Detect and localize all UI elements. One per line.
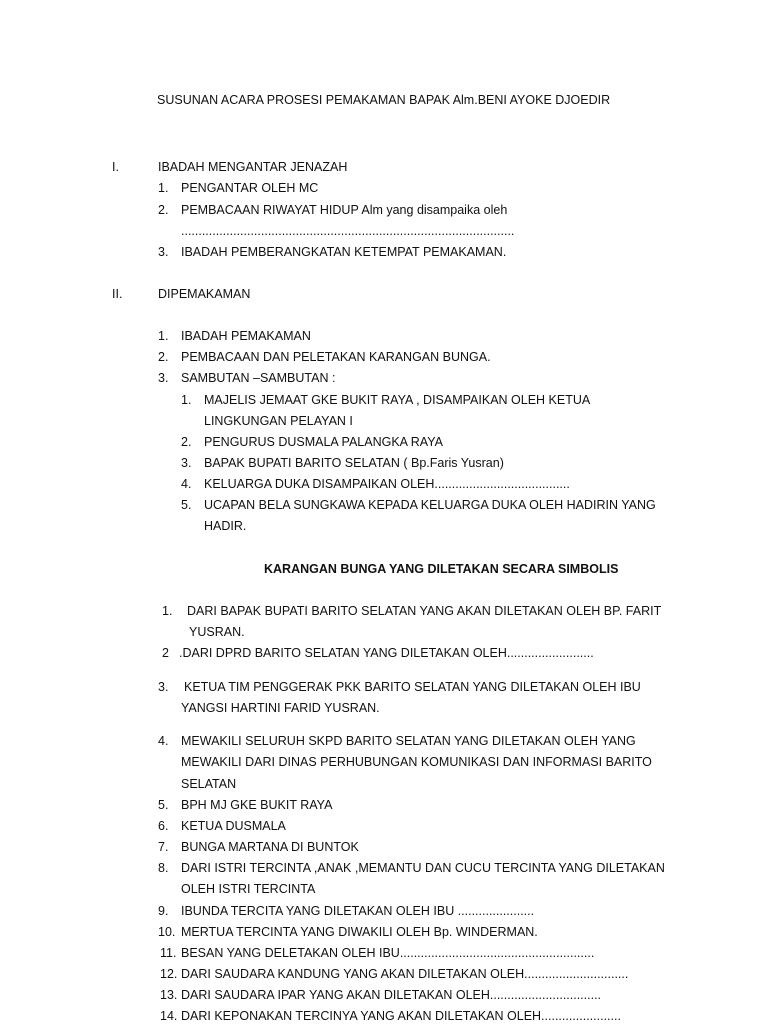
sub-item-number: 5.: [181, 498, 192, 512]
list-item: DARI BAPAK BUPATI BARITO SELATAN YANG AKAN DILETAKAN OLEH BP. FARIT: [187, 604, 662, 618]
sub-item-number: 3.: [181, 456, 192, 470]
section-2-heading: DIPEMAKAMAN: [158, 287, 251, 301]
list-item-number: 7.: [158, 840, 169, 854]
list-item-number: 8.: [158, 861, 169, 875]
sub-item: MAJELIS JEMAAT GKE BUKIT RAYA , DISAMPAIKAN OLEH KETUA: [204, 393, 591, 407]
list-item-continuation: SELATAN: [181, 777, 237, 791]
list-item-continuation: YANGSI HARTINI FARID YUSRAN.: [181, 701, 380, 715]
sub-item: KELUARGA DUKA DISAMPAIKAN OLEH.......................................: [204, 477, 570, 491]
list-item: BUNGA MARTANA DI BUNTOK: [181, 840, 359, 854]
sub-item: PENGURUS DUSMALA PALANGKA RAYA: [204, 435, 443, 449]
list-item-number: 12.: [160, 967, 178, 981]
list-item: BESAN YANG DELETAKAN OLEH IBU........................................................: [181, 946, 595, 960]
sub-item-number: 4.: [181, 477, 192, 491]
list-item-number: 1.: [162, 604, 173, 618]
list-item-number: 11.: [160, 946, 177, 960]
list-item: DARI ISTRI TERCINTA ,ANAK ,MEMANTU DAN CUCU TERCINTA YANG DILETAKAN: [181, 861, 665, 875]
list-item-continuation: YUSRAN.: [189, 625, 245, 639]
list-item-number: 10.: [158, 925, 176, 939]
sub-item-continuation: LINGKUNGAN PELAYAN I: [204, 414, 353, 428]
list-item-number: 14.: [160, 1009, 178, 1023]
list-item-number: 2.: [158, 203, 169, 217]
list-item-number: 2.: [158, 350, 169, 364]
list-item: PENGANTAR OLEH MC: [181, 181, 319, 195]
sub-item-continuation: HADIR.: [204, 519, 247, 533]
list-item-number: 3.: [158, 245, 169, 259]
list-item-continuation: OLEH ISTRI TERCINTA: [181, 882, 316, 896]
list-item-number: 3.: [158, 371, 169, 385]
list-item: DARI SAUDARA IPAR YANG AKAN DILETAKAN OLEH................................: [181, 988, 602, 1002]
list-item: PEMBACAAN DAN PELETAKAN KARANGAN BUNGA.: [181, 350, 491, 364]
sub-item-number: 2.: [181, 435, 192, 449]
list-item: KETUA TIM PENGGERAK PKK BARITO SELATAN YANG DILETAKAN OLEH IBU: [184, 680, 641, 694]
list-item-number: 2: [162, 646, 169, 660]
list-item-number: 13.: [160, 988, 178, 1002]
list-item-number: 3.: [158, 680, 169, 694]
list-item: PEMBACAAN RIWAYAT HIDUP Alm yang disampaika oleh: [181, 203, 508, 217]
list-item: IBADAH PEMAKAMAN: [181, 329, 311, 343]
list-item: SAMBUTAN –SAMBUTAN :: [181, 371, 336, 385]
list-item: IBADAH PEMBERANGKATAN KETEMPAT PEMAKAMAN.: [181, 245, 507, 259]
sub-item: BAPAK BUPATI BARITO SELATAN ( Bp.Faris Yusran): [204, 456, 504, 470]
list-item: .DARI DPRD BARITO SELATAN YANG DILETAKAN OLEH.........................: [179, 646, 594, 660]
list-item: DARI KEPONAKAN TERCINYA YANG AKAN DILETAKAN OLEH.......................: [181, 1009, 621, 1023]
list-item-continuation: MEWAKILI DARI DINAS PERHUBUNGAN KOMUNIKASI DAN INFORMASI BARITO: [181, 755, 652, 769]
list-item: MEWAKILI SELURUH SKPD BARITO SELATAN YANG DILETAKAN OLEH YANG: [181, 734, 636, 748]
list-item-number: 9.: [158, 904, 169, 918]
list-item: KETUA DUSMALA: [181, 819, 286, 833]
list-item: IBUNDA TERCITA YANG DILETAKAN OLEH IBU ......................: [181, 904, 535, 918]
section-2-numeral: II.: [112, 287, 123, 301]
list-item-number: 1.: [158, 181, 169, 195]
section-1-heading: IBADAH MENGANTAR JENAZAH: [158, 160, 348, 174]
list-item: BPH MJ GKE BUKIT RAYA: [181, 798, 333, 812]
list-item: MERTUA TERCINTA YANG DIWAKILI OLEH Bp. WINDERMAN.: [181, 925, 538, 939]
list-item: DARI SAUDARA KANDUNG YANG AKAN DILETAKAN OLEH..............................: [181, 967, 629, 981]
list-item-number: 1.: [158, 329, 169, 343]
list-item-number: 4.: [158, 734, 169, 748]
list-item-number: 5.: [158, 798, 169, 812]
karangan-heading: KARANGAN BUNGA YANG DILETAKAN SECARA SIMBOLIS: [264, 562, 619, 576]
list-item-number: 6.: [158, 819, 169, 833]
sub-item: UCAPAN BELA SUNGKAWA KEPADA KELUARGA DUKA OLEH HADIRIN YANG: [204, 498, 656, 512]
sub-item-number: 1.: [181, 393, 192, 407]
section-1-numeral: I.: [112, 160, 119, 174]
list-item-continuation: ................................................................................................: [181, 224, 515, 238]
document-title: SUSUNAN ACARA PROSESI PEMAKAMAN BAPAK Alm.BENI AYOKE DJOEDIR: [157, 93, 611, 107]
